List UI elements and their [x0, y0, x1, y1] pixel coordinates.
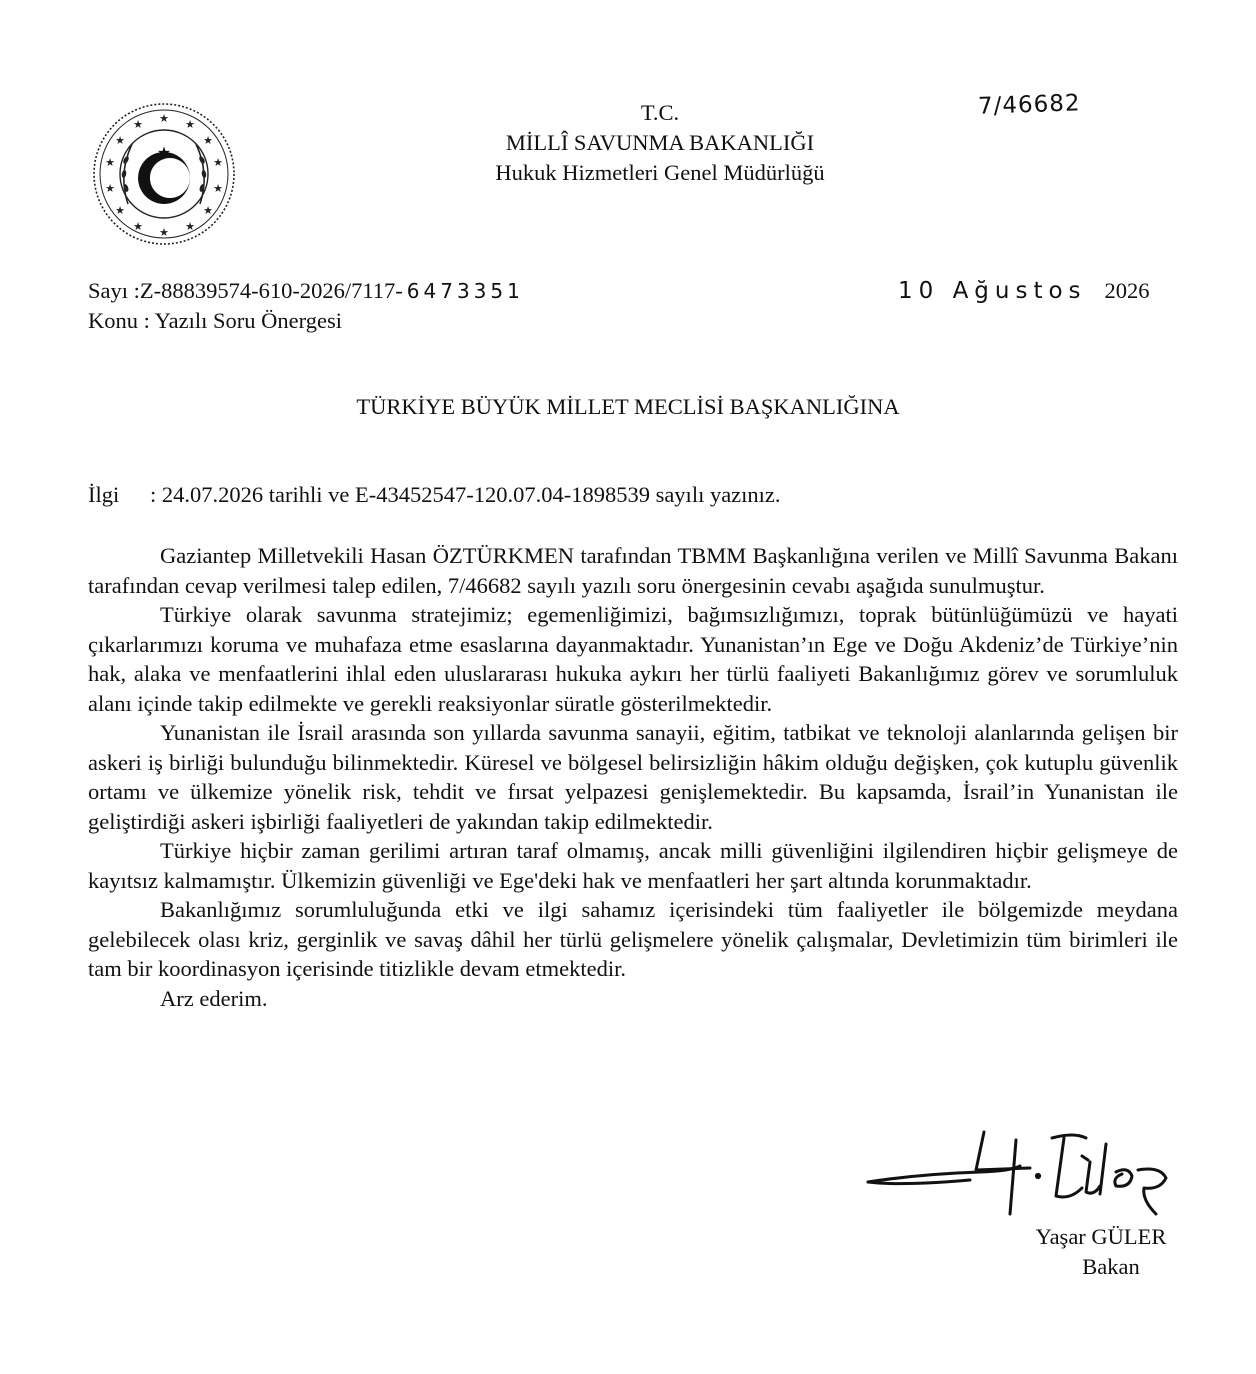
directorate-name: Hukuk Hizmetleri Genel Müdürlüğü	[495, 160, 825, 185]
document-date	[898, 278, 1150, 304]
sayi-value: :Z-88839574-610-2026/7117-	[133, 278, 403, 303]
svg-text:★: ★	[133, 118, 143, 131]
reference-label: İlgi	[88, 482, 120, 507]
letter-body	[88, 541, 1178, 1013]
svg-text:★: ★	[156, 143, 172, 162]
svg-text:★: ★	[133, 220, 143, 233]
closing-line: Arz ederim.	[160, 985, 268, 1011]
konu-row	[88, 306, 524, 335]
ministry-name: MİLLÎ SAVUNMA BAKANLIĞI	[505, 130, 815, 155]
signer-block	[1026, 1222, 1176, 1282]
letterhead	[430, 98, 890, 188]
svg-text:★: ★	[185, 118, 195, 131]
sayi-handwritten: 6473351	[406, 279, 524, 303]
signer-name: Yaşar GÜLER	[1035, 1224, 1167, 1249]
svg-text:★: ★	[203, 204, 213, 217]
svg-text:★: ★	[213, 156, 223, 169]
ministry-seal-icon	[88, 100, 240, 248]
body-paragraph: Yunanistan ile İsrail arasında son yıllarda savunma sanayii, eğitim, tatbikat ve teknoloji alanlarında gelişen bir askeri iş birliği bulunduğu bilinmektedir. Küresel ve bölgesel belirsizliğin hâkim olduğu değişken, çok kutuplu güvenlik ortamı ve ülkemize yönelik risk, tehdit ve fırsat yelpazesi genişlemektedir. Bu kapsamda, İsrail’in Yunanistan ile geliştirdiği askeri işbirliği faaliyetleri de yakından takip edilmektedir.	[88, 720, 1178, 834]
body-paragraph: Türkiye hiçbir zaman gerilimi artıran taraf olmamış, ancak milli güvenliğini ilgilendiren hiçbir gelişmeye de kayıtsız kalmamıştır. Ülkemizin güvenliği ve Ege'deki hak ve menfaatleri her şart altında korunmaktadır.	[88, 838, 1178, 893]
svg-text:★: ★	[105, 182, 115, 195]
date-year: 2026	[1104, 278, 1150, 303]
konu-label: Konu	[88, 308, 138, 333]
svg-text:★: ★	[115, 134, 125, 147]
signer-title: Bakan	[1082, 1254, 1140, 1279]
svg-text:★: ★	[213, 182, 223, 195]
handwritten-signature-icon	[860, 1126, 1180, 1216]
document-meta	[88, 276, 524, 335]
svg-text:★: ★	[105, 156, 115, 169]
handwritten-number: 7/46682	[977, 90, 1081, 120]
svg-text:★: ★	[185, 220, 195, 233]
body-paragraph: Gaziantep Milletvekili Hasan ÖZTÜRKMEN tarafından TBMM Başkanlığına verilen ve Millî Savunma Bakanı tarafından cevap verilmesi talep edilen, 7/46682 sayılı yazılı soru önergesinin cevabı aşağıda sunulmuştur.	[88, 543, 1178, 598]
reference-text: : 24.07.2026 tarihli ve E-43452547-120.07.04-1898539 sayılı yazınız.	[150, 482, 781, 507]
svg-text:★: ★	[203, 134, 213, 147]
sayi-row	[88, 276, 524, 306]
country-line: T.C.	[640, 100, 680, 125]
body-paragraph: Türkiye olarak savunma stratejimiz; egemenliğimizi, bağımsızlığımızı, toprak bütünlüğümüzü ve hayati çıkarlarımızı koruma ve muhafaza etme esaslarına dayanmaktadır. Yunanistan’ın Ege ve Doğu Akdeniz’de Türkiye’nin hak, alaka ve menfaatlerini ihlal eden uluslararası hukuka aykırı her türlü faaliyeti Bakanlığımız görev ve sorumluluk alanı içinde takip edilmekte ve gerekli reaksiyonlar süratle gösterilmektedir.	[88, 602, 1178, 716]
svg-text:★: ★	[159, 112, 169, 125]
addressee: TÜRKİYE BÜYÜK MİLLET MECLİSİ BAŞKANLIĞINA	[356, 394, 900, 419]
svg-text:★: ★	[115, 204, 125, 217]
sayi-label: Sayı	[88, 278, 129, 303]
date-handwritten: 10 Ağustos	[898, 278, 1087, 304]
konu-value: : Yazılı Soru Önergesi	[143, 308, 342, 333]
reference-line	[88, 482, 781, 508]
body-paragraph: Bakanlığımız sorumluluğunda etki ve ilgi sahamız içerisindeki tüm faaliyetler ile bölgemizde meydana gelebilecek olası kriz, gerginlik ve savaş dâhil her türlü gelişmelere yönelik çalışmalar, Devletimizin tüm birimleri ile tam bir koordinasyon içerisinde titizlikle devam etmektedir.	[88, 897, 1178, 981]
svg-text:★: ★	[159, 226, 169, 239]
